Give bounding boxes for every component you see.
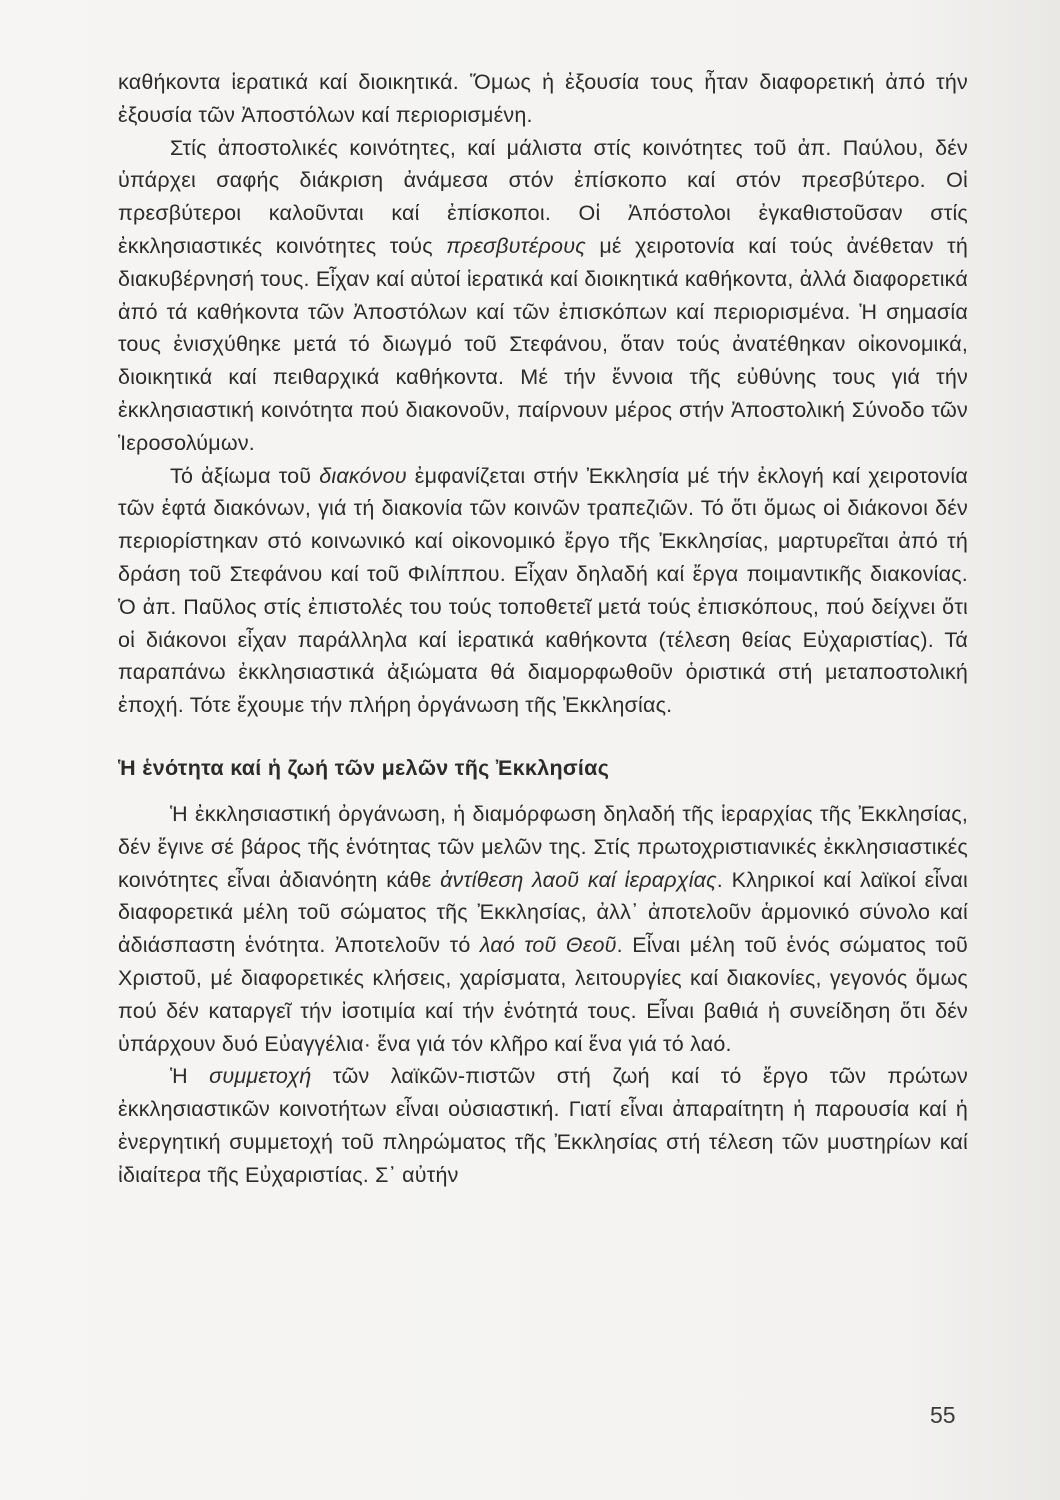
paragraph-4-part-b: . Κληρικοί καί λαϊκοί εἶναι διαφορετικά μέλη τοῦ σώματος τῆς Ἐκκλησίας, ἀλλ᾽ ἀποτελοῦν ἁρμονικό σύνολο καί ἀδιάσπαστη ἑνότητα. Ἀποτελοῦν τό xyxy=(118,867,968,958)
paragraph-5-part-b: τῶν λαϊκῶν-πιστῶν στή ζωή καί τό ἔργο τῶν πρώτων ἐκκλησιαστικῶν κοινοτήτων εἶναι οὐσιαστική. Γιατί εἶναι ἀπαραίτητη ἡ παρουσία καί ἡ ἐνεργητική συμμετοχή τοῦ πληρώματος τῆς Ἐκκλησίας στή τέλεση τῶν μυστηρίων καί ἰδιαίτερα τῆς Εὐχαριστίας. Σ᾽ αὐτήν xyxy=(118,1064,968,1187)
paragraph-5-emphasis: συμμετοχή xyxy=(209,1064,312,1089)
paragraph-1 xyxy=(118,66,968,132)
paragraph-4-part-a: Ἡ ἐκκλησιαστική ὀργάνωση, ἡ διαμόρφωση δηλαδή τῆς ἱεραρχίας τῆς Ἐκκλησίας, δέν ἔγινε σέ βάρος τῆς ἑνότητας τῶν μελῶν της. Στίς πρωτοχριστιανικές ἐκκλησιαστικές κοινότητες εἶναι ἀδιανόητη κάθε xyxy=(118,801,968,892)
paragraph-5-part-a: Ἡ xyxy=(170,1064,210,1089)
paragraph-2-emphasis: πρεσβυτέρους xyxy=(446,233,586,258)
main-text xyxy=(118,66,968,1192)
paragraph-4-emphasis-2: λαό τοῦ Θεοῦ xyxy=(479,933,617,958)
paragraph-3 xyxy=(118,460,968,722)
section-heading: Ἡ ἑνότητα καί ἡ ζωή τῶν μελῶν τῆς Ἐκκλησίας xyxy=(118,755,610,780)
paragraph-3-emphasis: διακόνου xyxy=(319,463,407,488)
paragraph-4-emphasis-1: ἀντίθεση λαοῦ καί ἱεραρχίας xyxy=(440,867,717,892)
paragraph-4-part-c: . Εἶναι μέλη τοῦ ἑνός σώματος τοῦ Χριστοῦ, μέ διαφορετικές κλήσεις, χαρίσματα, λειτουργίες καί διακονίες, γεγονός ὅμως πού δέν καταργεῖ τήν ἰσοτιμία καί τήν ἑνότητά τους. Εἶναι βαθιά ἡ συνείδηση ὅτι δέν ὑπάρχουν δυό Εὐαγγέλια· ἕνα γιά τόν κλῆρο καί ἕνα γιά τό λαό. xyxy=(118,933,969,1056)
paragraph-5 xyxy=(118,1060,968,1191)
paragraph-3-part-a: Τό ἀξίωμα τοῦ xyxy=(170,463,320,488)
paragraph-3-part-b: ἐμφανίζεται στήν Ἐκκλησία μέ τήν ἐκλογή καί χειροτονία τῶν ἑφτά διακόνων, γιά τή διακονία τῶν κοινῶν τραπεζιῶν. Τό ὅτι ὅμως οἱ διάκονοι δέν περιορίστηκαν στό κοινωνικό καί οἰκονομικό ἔργο τῆς Ἐκκλησίας, μαρτυρεῖται ἀπό τή δράση τοῦ Στεφάνου καί τοῦ Φιλίππου. Εἶχαν δηλαδή καί ἔργα ποιμαντικῆς διακονίας. Ὁ ἀπ. Παῦλος στίς ἐπιστολές του τούς τοποθετεῖ μετά τούς ἐπισκόπους, πού δείχνει ὅτι οἱ διάκονοι εἶχαν παράλληλα καί ἱερατικά καθήκοντα (τέλεση θείας Εὐχαριστίας). Τά παραπάνω ἐκκλησιαστικά ἀξιώματα θά διαμορφωθοῦν ὁριστικά στή μεταποστολική ἐποχή. Τότε ἔχουμε τήν πλήρη ὀργάνωση τῆς Ἐκκλησίας. xyxy=(118,463,968,718)
paragraph-4 xyxy=(118,798,968,1060)
paragraph-2-part-b: μέ χειροτονία καί τούς ἀνέθεταν τή διακυβέρνησή τους. Εἶχαν καί αὐτοί ἱερατικά καί διοικητικά καθήκοντα, ἀλλά διαφορετικά ἀπό τά καθήκοντα τῶν Ἀποστόλων καί τῶν ἐπισκόπων καί περιορισμένα. Ἡ σημασία τους ἐνισχύθηκε μετά τό διωγμό τοῦ Στεφάνου, ὅταν τούς ἀνατέθηκαν οἰκονομικά, διοικητικά καί πειθαρχικά καθήκοντα. Μέ τήν ἔννοια τῆς εὐθύνης τους γιά τήν ἐκκλησιαστική κοινότητα πού διακονοῦν, παίρνουν μέρος στήν Ἀποστολική Σύνοδο τῶν Ἱεροσολύμων. xyxy=(118,233,969,455)
paragraph-2-part-a: Στίς ἀποστολικές κοινότητες, καί μάλιστα στίς κοινότητες τοῦ ἀπ. Παύλου, δέν ὑπάρχει σαφής διάκριση ἀνάμεσα στόν ἐπίσκοπο καί στόν πρεσβύτερο. Οἱ πρεσβύτεροι καλοῦνται καί ἐπίσκοποι. Οἱ Ἀπόστολοι ἐγκαθιστοῦσαν στίς ἐκκλησιαστικές κοινότητες τούς xyxy=(118,135,968,258)
page-number: 55 xyxy=(930,1402,956,1428)
paragraph-2 xyxy=(118,132,968,460)
paragraph-1-text: καθήκοντα ἱερατικά καί διοικητικά. Ὅμως ἡ ἐξουσία τους ἦταν διαφορετική ἀπό τήν ἐξουσία τῶν Ἀποστόλων καί περιορισμένη. xyxy=(118,70,968,127)
